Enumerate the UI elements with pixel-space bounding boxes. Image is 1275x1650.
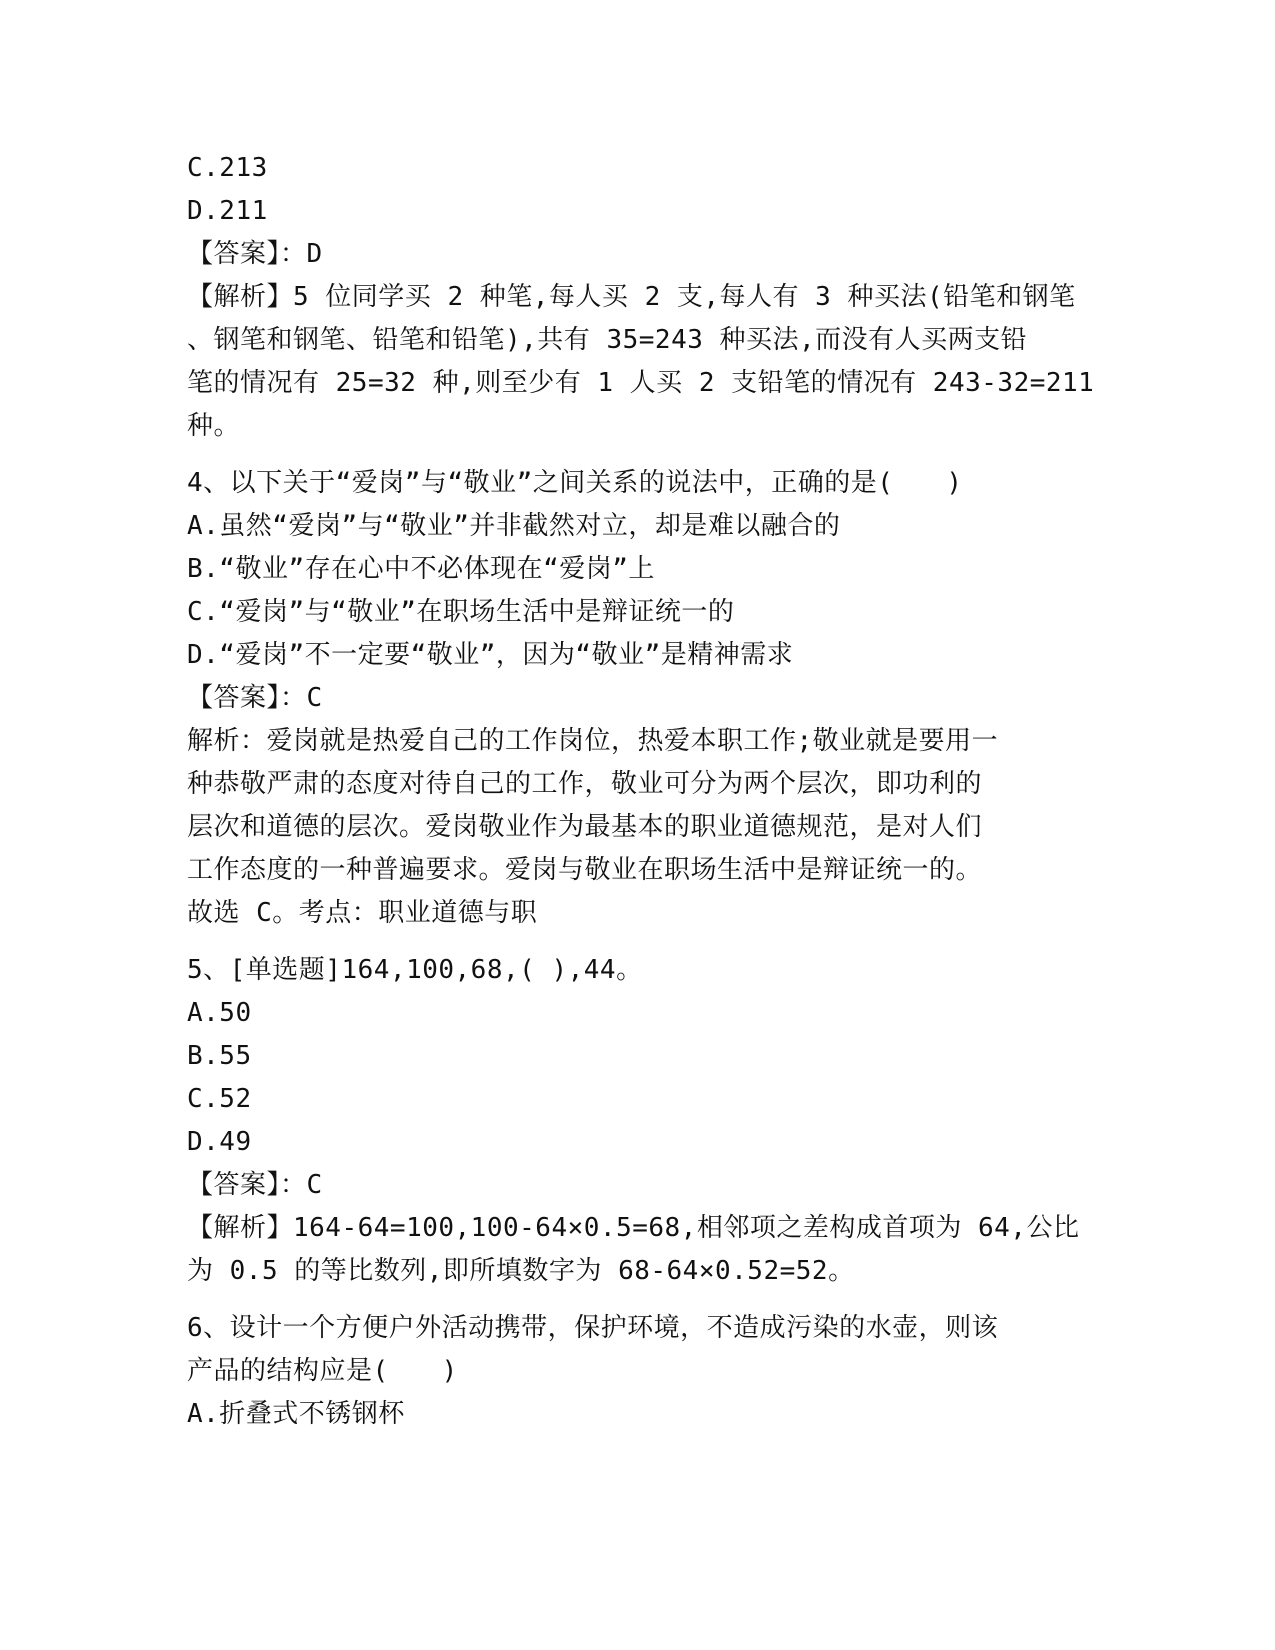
q4-question: 4、以下关于“爱岗”与“敬业”之间关系的说法中，正确的是( ) bbox=[187, 468, 963, 498]
q4-answer: 【答案】：C bbox=[187, 683, 323, 713]
q4-explanation-line: 故选 C。考点：职业道德与职 bbox=[187, 898, 538, 928]
q3-option-c: C.213 bbox=[187, 153, 268, 183]
q6-question-line: 6、设计一个方便户外活动携带，保护环境，不造成污染的水壶，则该 bbox=[187, 1313, 999, 1343]
q3-explanation-line: 【解析】5 位同学买 2 种笔,每人买 2 支,每人有 3 种买法(铅笔和钢笔 bbox=[187, 282, 1076, 312]
q4-explanation-line: 工作态度的一种普遍要求。爱岗与敬业在职场生活中是辩证统一的。 bbox=[187, 855, 983, 885]
q3-explanation-line: 、钢笔和钢笔、铅笔和铅笔),共有 35=243 种买法,而没有人买两支铅 bbox=[187, 325, 1028, 355]
q6-question-line: 产品的结构应是( ) bbox=[187, 1356, 458, 1386]
q5-answer: 【答案】：C bbox=[187, 1170, 323, 1200]
spacer bbox=[187, 935, 1087, 949]
q4-option-b: B.“敬业”存在心中不必体现在“爱岗”上 bbox=[187, 554, 655, 584]
q3-answer: 【答案】：D bbox=[187, 239, 323, 269]
q4-option-d: D.“爱岗”不一定要“敬业”，因为“敬业”是精神需求 bbox=[187, 640, 794, 670]
spacer bbox=[187, 1293, 1087, 1307]
q4-explanation-line: 种恭敬严肃的态度对待自己的工作，敬业可分为两个层次，即功利的 bbox=[187, 769, 983, 799]
spacer bbox=[187, 448, 1087, 462]
q3-option-d: D.211 bbox=[187, 196, 268, 226]
document-content bbox=[187, 147, 1095, 1436]
q5-option-c: C.52 bbox=[187, 1084, 252, 1114]
q5-question: 5、[单选题]164,100,68,( ),44。 bbox=[187, 955, 643, 985]
q4-explanation-line: 解析：爱岗就是热爱自己的工作岗位，热爱本职工作;敬业就是要用一 bbox=[187, 726, 999, 756]
q4-option-c: C.“爱岗”与“敬业”在职场生活中是辩证统一的 bbox=[187, 597, 735, 627]
q4-option-a: A.虽然“爱岗”与“敬业”并非截然对立，却是难以融合的 bbox=[187, 511, 841, 541]
q5-explanation-line: 【解析】164-64=100,100-64×0.5=68,相邻项之差构成首项为 64,公比 bbox=[187, 1213, 1080, 1243]
q5-explanation-line: 为 0.5 的等比数列,即所填数字为 68-64×0.52=52。 bbox=[187, 1256, 855, 1286]
q5-option-b: B.55 bbox=[187, 1041, 252, 1071]
q3-explanation-line: 笔的情况有 25=32 种,则至少有 1 人买 2 支铅笔的情况有 243-32=211 bbox=[187, 368, 1095, 398]
q4-explanation-line: 层次和道德的层次。爱岗敬业作为最基本的职业道德规范，是对人们 bbox=[187, 812, 983, 842]
q5-option-d: D.49 bbox=[187, 1127, 252, 1157]
q5-option-a: A.50 bbox=[187, 998, 252, 1028]
q3-explanation-line: 种。 bbox=[187, 411, 241, 441]
q6-option-a: A.折叠式不锈钢杯 bbox=[187, 1399, 405, 1429]
